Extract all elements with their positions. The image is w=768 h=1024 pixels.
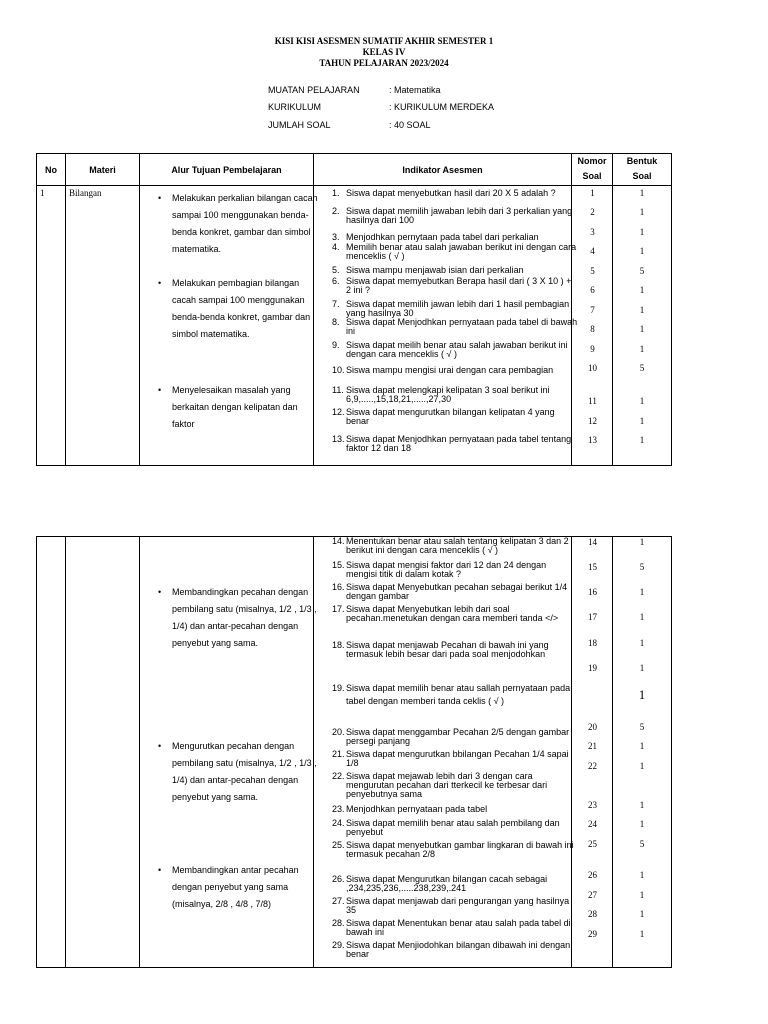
question-number: 21 bbox=[588, 741, 597, 751]
question-type: 1 bbox=[639, 324, 645, 334]
atp-text: Membandingkan pecahan dengan pembilang satu (misalnya, 1/2 , 1/3 , 1/4) dan antar-pecahan dengan penyebut yang sama. bbox=[172, 587, 317, 648]
question-number: 25 bbox=[588, 839, 597, 849]
question-type: 1 bbox=[639, 929, 645, 939]
question-type: 1 bbox=[639, 416, 645, 426]
table-row bbox=[37, 537, 672, 968]
indicator-number: 2. bbox=[332, 206, 340, 216]
indicator-item bbox=[332, 875, 578, 893]
indicator-number: 10. bbox=[332, 365, 345, 375]
question-type: 1 bbox=[639, 285, 645, 295]
indicator-item bbox=[332, 682, 578, 708]
indicator-text: Siswa dapat mengurutkan bilangan kelipatan 4 yang benar bbox=[346, 407, 555, 426]
col-header-bentuk-line2: Soal bbox=[632, 170, 652, 181]
bullet-icon: • bbox=[158, 865, 162, 875]
atp-cell bbox=[140, 537, 317, 968]
indicator-text: Siswa dapat menjawab Pecahan di bawah ini yang termasuk lebih besar dari pada soal menjodohkan bbox=[346, 640, 549, 659]
indicator-text: Siswa dapat mejawab lebih dari 3 dengan cara mengurutan pecahan dari tterkecil ke terbesar dari penyebutnya sama bbox=[346, 771, 548, 799]
indicator-item bbox=[332, 233, 578, 242]
indicator-number: 5. bbox=[332, 265, 340, 275]
indicator-item bbox=[332, 641, 578, 659]
question-number: 11 bbox=[588, 396, 597, 406]
indicator-text: Menjodhkan pernytaan pada tabel dari perkalian bbox=[346, 232, 539, 242]
indicator-item bbox=[332, 537, 578, 555]
question-type: 1 bbox=[639, 188, 645, 198]
bullet-icon: • bbox=[158, 587, 162, 597]
indicator-text: Siswa dapat memyebutkan Berapa hasil dari ( 3 X 10 ) + 2 ini ? bbox=[346, 276, 572, 295]
question-number: 7 bbox=[590, 305, 595, 315]
indicator-item bbox=[332, 561, 578, 579]
indicator-item bbox=[332, 750, 578, 768]
question-number: 6 bbox=[590, 285, 595, 295]
col-header-nomor-line1: Nomor bbox=[577, 155, 607, 166]
col-header-materi: Materi bbox=[66, 154, 140, 186]
indicator-number: 8. bbox=[332, 317, 340, 327]
meta-label-curriculum: KURIKULUM bbox=[268, 102, 322, 112]
bentuk-cell bbox=[613, 186, 672, 466]
question-type: 1 bbox=[639, 741, 645, 751]
indicator-number: 29. bbox=[332, 940, 345, 950]
col-header-bentuk-line1: Bentuk bbox=[626, 155, 658, 166]
question-type: 1 bbox=[639, 587, 645, 597]
indicator-number: 20. bbox=[332, 727, 345, 737]
indicator-item bbox=[332, 386, 578, 404]
question-number: 13 bbox=[588, 435, 597, 445]
indicator-item bbox=[332, 805, 578, 814]
atp-cell bbox=[140, 186, 318, 466]
indicator-text: Siswa dapat menjawab dari pengurangan yang hasilnya 35 bbox=[346, 896, 570, 915]
indicator-number: 18. bbox=[332, 640, 345, 650]
indicator-text: Memilih benar atau salah jawaban berikut ini dengan cara menceklis ( √ ) bbox=[346, 242, 577, 261]
indicator-number: 13. bbox=[332, 434, 345, 444]
question-number: 24 bbox=[588, 819, 597, 829]
indicator-item bbox=[332, 941, 578, 959]
question-type: 5 bbox=[639, 839, 645, 849]
meta-value-subject: : Matematika bbox=[389, 85, 441, 95]
col-header-no: No bbox=[37, 154, 66, 186]
indicator-number: 27. bbox=[332, 896, 345, 906]
question-number: 1 bbox=[590, 188, 595, 198]
table-header-row bbox=[37, 154, 672, 186]
indicator-item bbox=[332, 243, 578, 261]
question-number: 27 bbox=[588, 890, 597, 900]
question-number: 18 bbox=[588, 638, 597, 648]
question-type: 1 bbox=[639, 537, 645, 547]
atp-text: Melakukan perkalian bilangan cacah sampai 100 menggunakan benda-benda konkret, gambar dan simbol matematika. bbox=[172, 193, 318, 254]
question-type: 5 bbox=[639, 266, 645, 276]
question-type: 5 bbox=[639, 363, 645, 373]
indicator-text: Siswa dapat mengisi faktor dari 12 dan 24 dengan mengisi titik di dalam kotak ? bbox=[346, 560, 547, 579]
indicator-item bbox=[332, 341, 578, 359]
indicator-item bbox=[332, 772, 578, 799]
question-type: 1 bbox=[639, 305, 645, 315]
question-type: 1 bbox=[639, 663, 645, 673]
indicator-number: 25. bbox=[332, 840, 345, 850]
indicator-number: 7. bbox=[332, 299, 340, 309]
col-header-atp: Alur Tujuan Pembelajaran bbox=[140, 154, 314, 186]
atp-text: Membandingkan antar pecahan dengan penyebut yang sama (misalnya, 2/8 , 4/8 , 7/8) bbox=[172, 865, 299, 909]
question-type: 5 bbox=[639, 722, 645, 732]
question-type: 1 bbox=[639, 344, 645, 354]
indicator-number: 3. bbox=[332, 232, 340, 242]
document-year: TAHUN PELAJARAN 2023/2024 bbox=[319, 58, 449, 68]
indicator-number: 17. bbox=[332, 604, 345, 614]
meta-value-count: : 40 SOAL bbox=[389, 120, 431, 130]
question-number: 22 bbox=[588, 761, 597, 771]
bullet-icon: • bbox=[158, 278, 162, 288]
meta-label-count: JUMLAH SOAL bbox=[268, 120, 331, 130]
atp-item bbox=[146, 738, 322, 806]
nomor-cell bbox=[572, 186, 613, 466]
indicator-text: Siswa dapat Menyebutkan lebih dari soal pecahan.menetukan dengan cara memberi tanda </> bbox=[346, 604, 559, 623]
indicator-item bbox=[332, 583, 578, 601]
meta-value-curriculum: : KURIKULUM MERDEKA bbox=[389, 102, 495, 112]
question-type: 1 bbox=[639, 761, 645, 771]
question-number: 12 bbox=[588, 416, 597, 426]
question-number: 15 bbox=[588, 562, 597, 572]
bullet-icon: • bbox=[158, 741, 162, 751]
bullet-icon: • bbox=[158, 193, 162, 203]
indicator-number: 4. bbox=[332, 242, 340, 252]
question-type: 1 bbox=[638, 687, 646, 702]
indicator-number: 1. bbox=[332, 188, 340, 198]
indicator-item bbox=[332, 841, 578, 859]
nomor-cell bbox=[572, 537, 613, 968]
indicator-item bbox=[332, 819, 578, 837]
indikator-cell bbox=[314, 537, 572, 968]
question-number: 16 bbox=[588, 587, 597, 597]
indicator-text: Siswa dapat Mengurutkan bilangan cacah sebagai ,234,235,236,.....238,239,.241 bbox=[346, 874, 548, 893]
indicator-item bbox=[332, 605, 578, 623]
question-number: 9 bbox=[590, 344, 595, 354]
indicator-item bbox=[332, 318, 578, 336]
question-number: 5 bbox=[590, 266, 595, 276]
col-header-nomor-line2: Soal bbox=[582, 170, 602, 181]
grid-table-2 bbox=[36, 536, 672, 968]
indicator-item bbox=[332, 300, 578, 318]
question-number: 2 bbox=[590, 207, 595, 217]
indicator-number: 19. bbox=[332, 683, 345, 693]
table-row bbox=[37, 186, 672, 466]
indicator-number: 28. bbox=[332, 918, 345, 928]
indicator-text: Siswa dapat Menjodhkan pernyataan pada tabel di bawah ini bbox=[346, 317, 578, 336]
col-header-bentuk bbox=[613, 154, 672, 186]
indicator-text: Siswa dapat menggambar Pecahan 2/5 dengan gambar persegi panjang bbox=[346, 727, 570, 746]
question-number: 8 bbox=[590, 324, 595, 334]
atp-item bbox=[146, 584, 322, 652]
indicator-item bbox=[332, 435, 578, 453]
question-number: 28 bbox=[588, 909, 597, 919]
row-no: 1 bbox=[37, 186, 66, 466]
question-number: 19 bbox=[588, 663, 597, 673]
bentuk-cell bbox=[613, 537, 672, 968]
question-type: 1 bbox=[639, 909, 645, 919]
indicator-item bbox=[332, 189, 578, 198]
indikator-cell bbox=[314, 186, 578, 466]
document-class: KELAS IV bbox=[362, 47, 406, 57]
indicator-text: Siswa dapat Menjodhkan pernyataan pada tabel tentang faktor 12 dan 18 bbox=[346, 434, 572, 453]
row-materi-empty bbox=[66, 537, 140, 968]
indicator-number: 15. bbox=[332, 560, 345, 570]
indicator-number: 16. bbox=[332, 582, 345, 592]
indicator-item bbox=[332, 277, 578, 295]
atp-text: Melakukan pembagian bilangan cacah sampai 100 menggunakan benda-benda konkret, gambar dan simbol matematika. bbox=[172, 278, 311, 339]
question-type: 1 bbox=[639, 435, 645, 445]
indicator-number: 21. bbox=[332, 749, 345, 759]
indicator-number: 12. bbox=[332, 407, 345, 417]
indicator-number: 6. bbox=[332, 276, 340, 286]
indicator-number: 14. bbox=[332, 536, 345, 546]
question-type: 1 bbox=[639, 890, 645, 900]
indicator-number: 11. bbox=[332, 385, 344, 395]
atp-item bbox=[146, 862, 322, 913]
indicator-text: Siswa dapat memilih benar atau sallah pernyataan pada tabel dengan memberi tanda ceklis ( √ ) bbox=[346, 683, 571, 706]
question-number: 10 bbox=[588, 363, 597, 373]
col-header-nomor bbox=[572, 154, 613, 186]
indicator-text: Siswa dapat memilih jawaban lebih dari 3 perkalian yang hasilnya dari 100 bbox=[346, 206, 573, 225]
question-number: 20 bbox=[588, 722, 597, 732]
indicator-item bbox=[332, 366, 578, 375]
indicator-item bbox=[332, 207, 578, 225]
question-type: 1 bbox=[639, 396, 645, 406]
question-number: 14 bbox=[588, 537, 597, 547]
indicator-text: Siswa dapat memilih benar atau salah pembilang dan penyebut bbox=[346, 818, 560, 837]
question-type: 1 bbox=[639, 638, 645, 648]
question-type: 1 bbox=[639, 227, 645, 237]
indicator-item bbox=[332, 728, 578, 746]
grid-table-1 bbox=[36, 153, 672, 466]
atp-text: Menyelesaikan masalah yang berkaitan dengan kelipatan dan faktor bbox=[172, 385, 298, 429]
indicator-text: Siswa dapat Menjiodohkan bilangan dibawah ini dengan benar bbox=[346, 940, 571, 959]
atp-item bbox=[146, 382, 322, 433]
question-number: 23 bbox=[588, 800, 597, 810]
question-number: 4 bbox=[590, 246, 595, 256]
question-number: 17 bbox=[588, 612, 597, 622]
question-type: 1 bbox=[639, 819, 645, 829]
indicator-item bbox=[332, 266, 578, 275]
question-type: 5 bbox=[639, 562, 645, 572]
indicator-text: Siswa dapat memilih jawan lebih dari 1 hasil pembagian yang hasilnya 30 bbox=[346, 299, 570, 318]
atp-item bbox=[146, 190, 322, 258]
question-type: 1 bbox=[639, 870, 645, 880]
question-type: 1 bbox=[639, 246, 645, 256]
indicator-text: Menentukan benar atau salah tentang kelipatan 3 dan 2 berikut ini dengan cara menceklis ( √ ) bbox=[346, 536, 569, 555]
indicator-text: Siswa dapat menyebutkan hasil dari 20 X 5 adalah ? bbox=[346, 188, 556, 198]
question-number: 29 bbox=[588, 929, 597, 939]
row-no-empty bbox=[37, 537, 66, 968]
indicator-text: Siswa dapat Menentukan benar atau salah pada tabel di bawah ini bbox=[346, 918, 571, 937]
bullet-icon: • bbox=[158, 385, 162, 395]
indicator-text: Siswa dapat menyebutkan gambar lingkaran di bawah ini termasuk pecahan 2/8 bbox=[346, 840, 574, 859]
indicator-text: Menjodhkan pernyataan pada tabel bbox=[346, 804, 488, 814]
indicator-text: Siswa mampu menjawab isian dari perkalian bbox=[346, 265, 524, 275]
question-number: 3 bbox=[590, 227, 595, 237]
indicator-text: Siswa dapat Menyebutkan pecahan sebagai berikut 1/4 dengan gambar bbox=[346, 582, 568, 601]
question-type: 1 bbox=[639, 207, 645, 217]
indicator-item bbox=[332, 408, 578, 426]
indicator-text: Siswa dapat melengkapi kelipatan 3 soal berikut ini 6,9,.....,15,18,21,.....,27,30 bbox=[346, 385, 550, 404]
indicator-item bbox=[332, 897, 578, 915]
question-type: 1 bbox=[639, 612, 645, 622]
indicator-text: Siswa mampu mengisi urai dengan cara pembagian bbox=[346, 365, 554, 375]
document-title: KISI KISI ASESMEN SUMATIF AKHIR SEMESTER 1 bbox=[274, 36, 494, 46]
indicator-number: 26. bbox=[332, 874, 345, 884]
indicator-text: Siswa dapat meilih benar atau salah jawaban berikut ini dengan cara menceklis ( √ ) bbox=[346, 340, 568, 359]
question-number: 26 bbox=[588, 870, 597, 880]
indicator-number: 23. bbox=[332, 804, 345, 814]
question-type: 1 bbox=[639, 800, 645, 810]
row-materi: Bilangan bbox=[66, 186, 140, 466]
atp-item bbox=[146, 275, 322, 343]
atp-text: Mengurutkan pecahan dengan pembilang satu (misalnya, 1/2 , 1/3 , 1/4) dan antar-pecahan dengan penyebut yang sama. bbox=[172, 741, 317, 802]
indicator-item bbox=[332, 919, 578, 937]
meta-label-subject: MUATAN PELAJARAN bbox=[268, 85, 360, 95]
indicator-number: 9. bbox=[332, 340, 340, 350]
col-header-indikator: Indikator Asesmen bbox=[314, 154, 572, 186]
indicator-text: Siswa dapat mengurutkan bbilangan Pecahan 1/4 sapai 1/8 bbox=[346, 749, 569, 768]
indicator-number: 24. bbox=[332, 818, 345, 828]
indicator-number: 22. bbox=[332, 771, 345, 781]
